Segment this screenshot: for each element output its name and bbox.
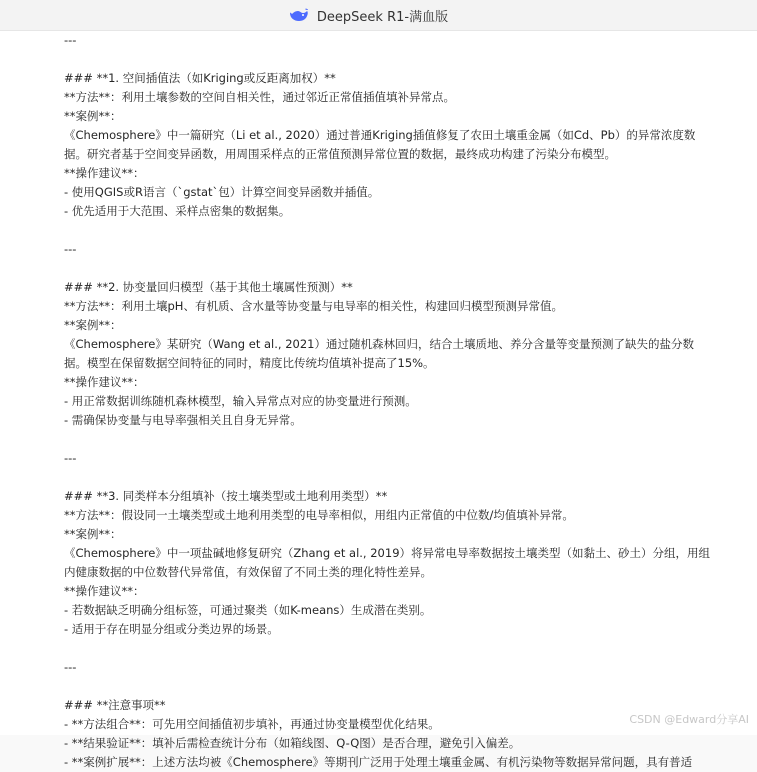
blank-line — [64, 430, 700, 449]
text-line: **方法**：利用土壤pH、有机质、含水量等协变量与电导率的相关性，构建回归模型预测异常值。 — [64, 299, 563, 313]
text-line: - 用正常数据训练随机森林模型，输入异常点对应的协变量进行预测。 — [64, 394, 417, 408]
response-text — [64, 31, 711, 772]
text-line: **案例**： — [64, 527, 122, 541]
blank-line — [64, 50, 700, 69]
text-line: **案例**： — [64, 318, 122, 332]
document-scroll-area[interactable] — [0, 31, 757, 769]
text-line: 《Chemosphere》中一篇研究（Li et al., 2020）通过普通Kriging插值修复了农田土壤重金属（如Cd、Pb）的异常浓度数 — [64, 128, 696, 142]
text-line: 据。模型在保留数据空间特征的同时，精度比传统均值填补提高了15%。 — [64, 356, 435, 370]
text-line: - **结果验证**：填补后需检查统计分布（如箱线图、Q-Q图）是否合理，避免引入偏差。 — [64, 736, 521, 750]
blank-line — [64, 468, 700, 487]
text-line: ### **3. 同类样本分组填补（按土壤类型或土地利用类型）** — [64, 489, 388, 503]
text-line: --- — [64, 660, 77, 674]
text-line: 《Chemosphere》中一项盐碱地修复研究（Zhang et al., 2019）将异常电导率数据按土壤类型（如黏土、砂土）分组，用组 — [64, 546, 711, 560]
text-line: - 若数据缺乏明确分组标签，可通过聚类（如K-means）生成潜在类别。 — [64, 603, 432, 617]
text-line: - 需确保协变量与电导率强相关且自身无异常。 — [64, 413, 302, 427]
blank-line — [64, 677, 700, 696]
window-title: DeepSeek R1-满血版 — [316, 9, 449, 25]
blank-line — [64, 259, 700, 278]
deepseek-whale-icon — [289, 8, 309, 22]
text-line: 《Chemosphere》某研究（Wang et al., 2021）通过随机森林回归，结合土壤质地、养分含量等变量预测了缺失的盐分数 — [64, 337, 694, 351]
text-line: - **方法组合**：可先用空间插值初步填补，再通过协变量模型优化结果。 — [64, 717, 440, 731]
blank-line — [64, 639, 700, 658]
text-line: **方法**：利用土壤参数的空间自相关性，通过邻近正常值插值填补异常点。 — [64, 90, 455, 104]
text-line: **案例**： — [64, 109, 122, 123]
text-line: ### **2. 协变量回归模型（基于其他土壤属性预测）** — [64, 280, 353, 294]
text-line: --- — [64, 33, 77, 47]
text-line: - 适用于存在明显分组或分类边界的场景。 — [64, 622, 279, 636]
text-line: --- — [64, 451, 77, 465]
text-line: - **案例扩展**：上述方法均被《Chemosphere》等期刊广泛用于处理土壤重金属、有机污染物等数据异常问题，具有普适 — [64, 755, 693, 769]
text-line: 据。研究者基于空间变异函数，用周围采样点的正常值预测异常位置的数据，最终成功构建了污染分布模型。 — [64, 147, 616, 161]
blank-line — [64, 221, 700, 240]
text-line: - 使用QGIS或R语言（`gstat`包）计算空间变异函数并插值。 — [64, 185, 380, 199]
text-line: - 优先适用于大范围、采样点密集的数据集。 — [64, 204, 291, 218]
text-line: ### **1. 空间插值法（如Kriging或反距离加权）** — [64, 71, 336, 85]
text-line: --- — [64, 242, 77, 256]
text-line: **操作建议**： — [64, 375, 145, 389]
text-line: ### **注意事项** — [64, 698, 166, 712]
text-line: 内健康数据的中位数替代异常值，有效保留了不同土类的理化特性差异。 — [64, 565, 432, 579]
text-line: **操作建议**： — [64, 166, 145, 180]
title-group — [289, 6, 448, 25]
text-line: **方法**：假设同一土壤类型或土地利用类型的电导率相似，用组内正常值的中位数/均值填补异常。 — [64, 508, 574, 522]
title-bar — [0, 0, 757, 31]
watermark: CSDN @Edward分享AI — [629, 713, 749, 726]
text-line: **操作建议**： — [64, 584, 145, 598]
